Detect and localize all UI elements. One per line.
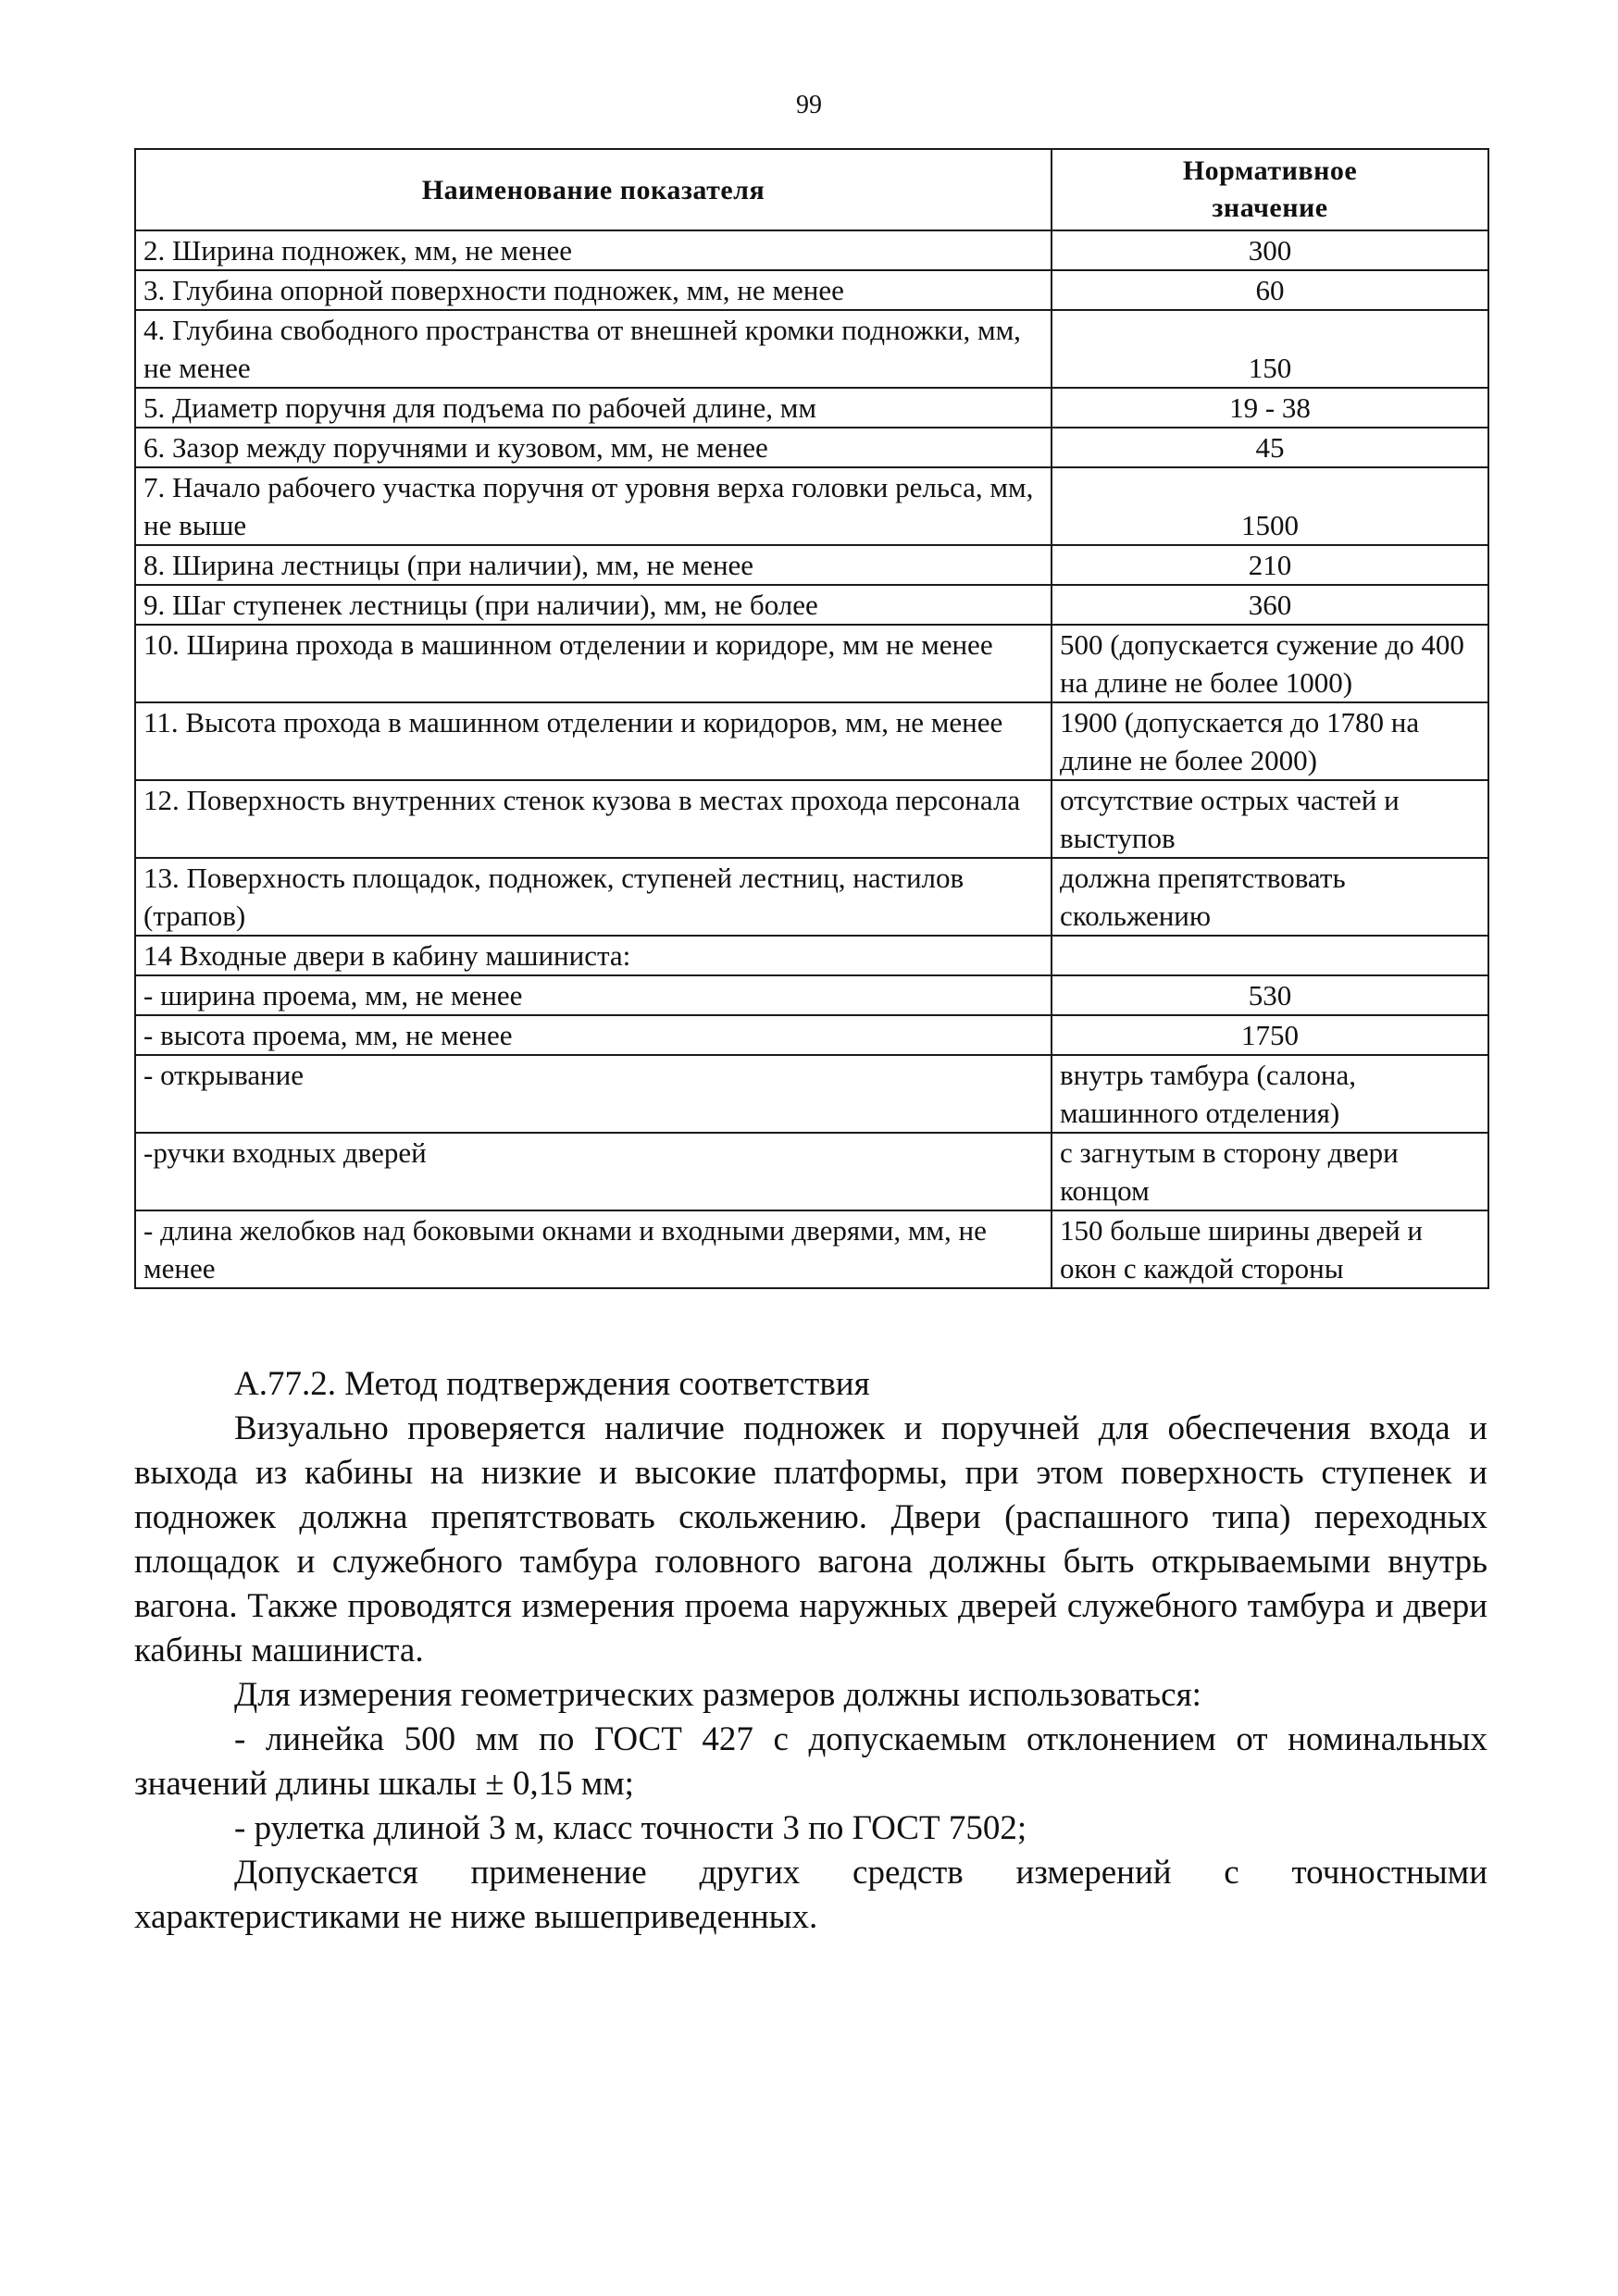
paragraph-tape-measure: - рулетка длиной 3 м, класс точности 3 по ГОСТ 7502; (234, 1809, 1027, 1847)
indicator-name-cell: - открывание (135, 1055, 1052, 1133)
indicator-name-cell: 8. Ширина лестницы (при наличии), мм, не менее (135, 545, 1052, 585)
table-row (135, 975, 1488, 1015)
indicator-name-cell: - ширина проема, мм, не менее (135, 975, 1052, 1015)
requirements-table (134, 148, 1489, 1289)
normative-value-cell: 45 (1052, 428, 1488, 467)
indicator-name-cell: 10. Ширина прохода в машинном отделении и коридоре, мм не менее (135, 625, 1052, 702)
indicator-name-cell: 11. Высота прохода в машинном отделении и коридоров, мм, не менее (135, 702, 1052, 780)
section-heading: А.77.2. Метод подтверждения соответствия (234, 1365, 870, 1403)
header-normative-value (1052, 149, 1488, 230)
method-section (134, 1362, 1487, 1940)
normative-value-cell: 150 (1052, 310, 1488, 388)
table-row (135, 428, 1488, 467)
indicator-name-cell: 3. Глубина опорной поверхности подножек, мм, не менее (135, 270, 1052, 310)
table-row (135, 230, 1488, 270)
table-row (135, 1210, 1488, 1288)
table-row (135, 310, 1488, 388)
table-body (135, 230, 1488, 1288)
indicator-name-cell: - длина желобков над боковыми окнами и входными дверями, мм, не менее (135, 1210, 1052, 1288)
normative-value-cell: 500 (допускается сужение до 400 на длине не более 1000) (1052, 625, 1488, 702)
indicator-name-cell: 2. Ширина подножек, мм, не менее (135, 230, 1052, 270)
normative-value-cell: 300 (1052, 230, 1488, 270)
table-row (135, 1055, 1488, 1133)
normative-value-cell: 210 (1052, 545, 1488, 585)
table-row (135, 270, 1488, 310)
table-row (135, 1015, 1488, 1055)
indicator-name-cell: 4. Глубина свободного пространства от внешней кромки подножки, мм, не менее (135, 310, 1052, 388)
normative-value-cell: отсутствие острых частей и выступов (1052, 780, 1488, 858)
paragraph-measurement-intro: Для измерения геометрических размеров должны использоваться: (234, 1676, 1201, 1714)
table-header-row (135, 149, 1488, 230)
page-number: 99 (796, 91, 822, 119)
paragraph-visual-check: Визуально проверяется наличие подножек и поручней для обеспечения входа и выхода из кабины на низкие и высокие платформы, при этом поверхность ступенек и подножек должна препятствовать скольжению. Двери (распашного типа) переходных площадок и служебного тамбура головного вагона должны быть открываемыми внутрь вагона. Также проводятся измерения проема наружных дверей служебного тамбура и двери кабины машиниста. (134, 1409, 1487, 1669)
indicator-name-cell: -ручки входных дверей (135, 1133, 1052, 1210)
normative-value-cell: 1900 (допускается до 1780 на длине не более 2000) (1052, 702, 1488, 780)
indicator-name-cell: 13. Поверхность площадок, подножек, ступеней лестниц, настилов (трапов) (135, 858, 1052, 936)
table-row (135, 625, 1488, 702)
indicator-name-cell: 12. Поверхность внутренних стенок кузова в местах прохода персонала (135, 780, 1052, 858)
normative-value-cell: должна препятствовать скольжению (1052, 858, 1488, 936)
normative-value-cell: 150 больше ширины дверей и окон с каждой стороны (1052, 1210, 1488, 1288)
normative-value-cell: 1750 (1052, 1015, 1488, 1055)
normative-value-cell: внутрь тамбура (салона, машинного отделения) (1052, 1055, 1488, 1133)
table-row (135, 1133, 1488, 1210)
normative-value-cell: 60 (1052, 270, 1488, 310)
normative-value-cell (1052, 936, 1488, 975)
table-row (135, 388, 1488, 428)
table-row (135, 702, 1488, 780)
normative-value-cell: 360 (1052, 585, 1488, 625)
table-row (135, 858, 1488, 936)
header-indicator-name: Наименование показателя (135, 149, 1052, 230)
table-row (135, 585, 1488, 625)
table-row (135, 467, 1488, 545)
normative-value-cell: 530 (1052, 975, 1488, 1015)
normative-value-cell: 19 - 38 (1052, 388, 1488, 428)
header-normative-value-text: Нормативное значение (1182, 155, 1358, 223)
indicator-name-cell: 14 Входные двери в кабину машиниста: (135, 936, 1052, 975)
normative-value-cell: с загнутым в сторону двери концом (1052, 1133, 1488, 1210)
table-row (135, 936, 1488, 975)
indicator-name-cell: 5. Диаметр поручня для подъема по рабочей длине, мм (135, 388, 1052, 428)
indicator-name-cell: 9. Шаг ступенек лестницы (при наличии), мм, не более (135, 585, 1052, 625)
normative-value-cell: 1500 (1052, 467, 1488, 545)
indicator-name-cell: 7. Начало рабочего участка поручня от уровня верха головки рельса, мм, не выше (135, 467, 1052, 545)
indicator-name-cell: 6. Зазор между поручнями и кузовом, мм, не менее (135, 428, 1052, 467)
table-row (135, 780, 1488, 858)
paragraph-other-instruments: Допускается применение других средств измерений с точностными характеристиками не ниже вышеприведенных. (134, 1854, 1487, 1936)
table-row (135, 545, 1488, 585)
paragraph-ruler: - линейка 500 мм по ГОСТ 427 с допускаемым отклонением от номинальных значений длины шкалы ± 0,15 мм; (134, 1720, 1487, 1803)
indicator-name-cell: - высота проема, мм, не менее (135, 1015, 1052, 1055)
